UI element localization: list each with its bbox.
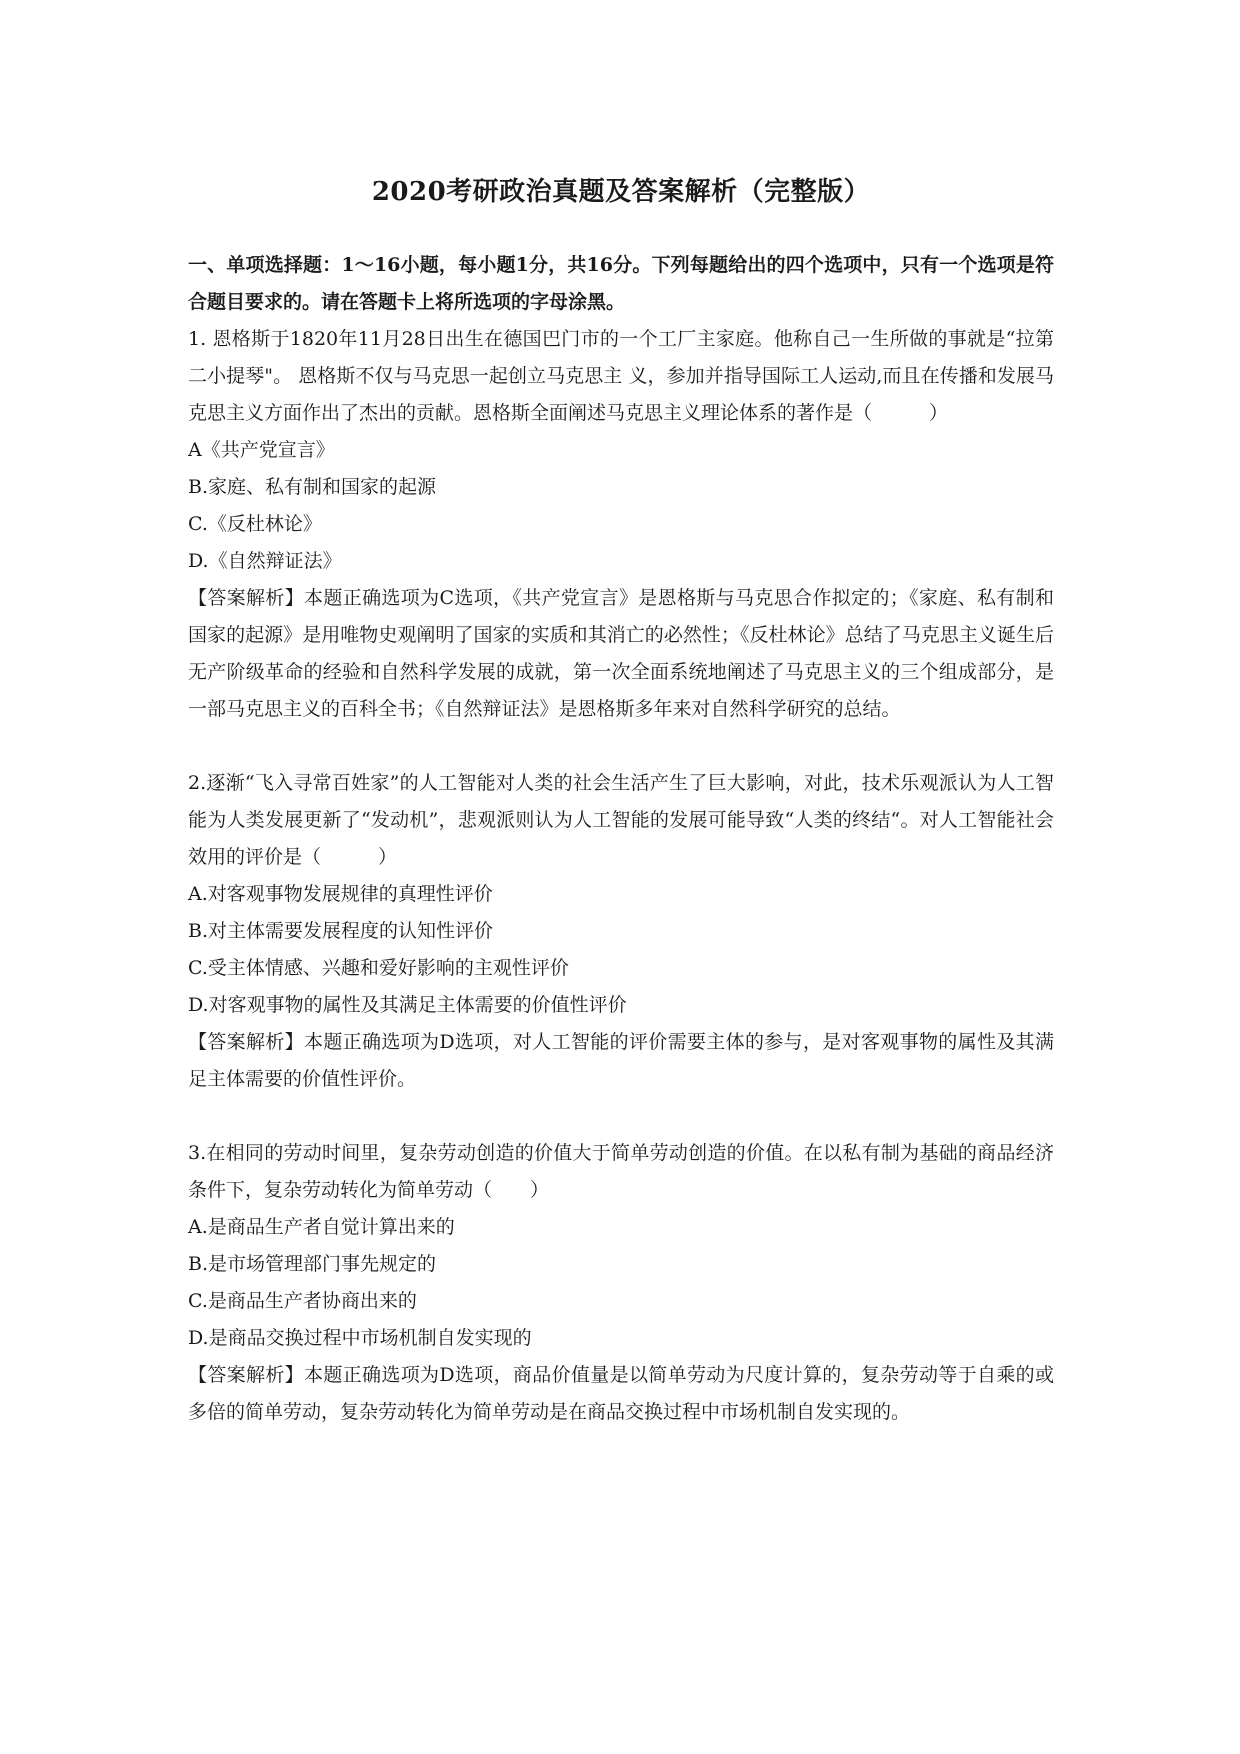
section-header: 一、单项选择题：1～16小题，每小题1分，共16分。下列每题给出的四个选项中，只有一个选项是符合题目要求的。请在答题卡上将所选项的字母涂黑。 xyxy=(188,254,1054,313)
option-a: A《共产党宣言》 xyxy=(188,439,335,461)
question-3 xyxy=(188,1135,1054,1431)
question-stem: 3.在相同的劳动时间里，复杂劳动创造的价值大于简单劳动创造的价值。在以私有制为基础的商品经济条件下，复杂劳动转化为简单劳动（ ） xyxy=(188,1142,1054,1201)
option-b: B.对主体需要发展程度的认知性评价 xyxy=(188,920,494,942)
option-c: C.受主体情感、兴趣和爱好影响的主观性评价 xyxy=(188,957,569,979)
option-d: D.《自然辩证法》 xyxy=(188,550,342,572)
option-b: B.是市场管理部门事先规定的 xyxy=(188,1253,437,1275)
option-d: D.对客观事物的属性及其满足主体需要的价值性评价 xyxy=(188,994,627,1016)
spacer xyxy=(188,1098,1054,1135)
question-stem: 1. 恩格斯于1820年11月28日出生在德国巴门市的一个工厂主家庭。他称自己一生所做的事就是“拉第二小提琴"。 恩格斯不仅与马克思一起创立马克思主 义，参加并指导国际工人运动,而且在传播和发展马克思主义方面作出了杰出的贡献。恩格斯全面阐述马克思主义理论体系的著作是（ ） xyxy=(188,328,1054,424)
spacer xyxy=(188,728,1054,765)
answer-explanation: 【答案解析】本题正确选项为D选项，商品价值量是以简单劳动为尺度计算的，复杂劳动等于自乘的或多倍的简单劳动，复杂劳动转化为简单劳动是在商品交换过程中市场机制自发实现的。 xyxy=(188,1364,1054,1423)
option-c: C.《反杜林论》 xyxy=(188,513,322,535)
option-c: C.是商品生产者协商出来的 xyxy=(188,1290,417,1312)
document-title: 2020考研政治真题及答案解析（完整版） xyxy=(371,177,871,207)
option-a: A.对客观事物发展规律的真理性评价 xyxy=(188,883,493,905)
option-d: D.是商品交换过程中市场机制自发实现的 xyxy=(188,1327,532,1349)
answer-explanation: 【答案解析】本题正确选项为D选项，对人工智能的评价需要主体的参与，是对客观事物的属性及其满足主体需要的价值性评价。 xyxy=(188,1031,1054,1090)
answer-explanation: 【答案解析】本题正确选项为C选项，《共产党宣言》是恩格斯与马克思合作拟定的；《家庭、私有制和国家的起源》是用唯物史观阐明了国家的实质和其消亡的必然性；《反杜林论》总结了马克思主义诞生后无产阶级革命的经验和自然科学发展的成就，第一次全面系统地阐述了马克思主义的三个组成部分，是一部马克思主义的百科全书；《自然辩证法》是恩格斯多年来对自然科学研究的总结。 xyxy=(188,587,1054,720)
option-a: A.是商品生产者自觉计算出来的 xyxy=(188,1216,455,1238)
question-2 xyxy=(188,765,1054,1098)
question-1 xyxy=(188,321,1054,728)
question-stem: 2.逐渐“飞入寻常百姓家”的人工智能对人类的社会生活产生了巨大影响，对此，技术乐观派认为人工智能为人类发展更新了“发动机”，悲观派则认为人工智能的发展可能导致“人类的终结“。对人工智能社会效用的评价是（ ） xyxy=(188,772,1054,868)
option-b: B.家庭、私有制和国家的起源 xyxy=(188,476,437,498)
